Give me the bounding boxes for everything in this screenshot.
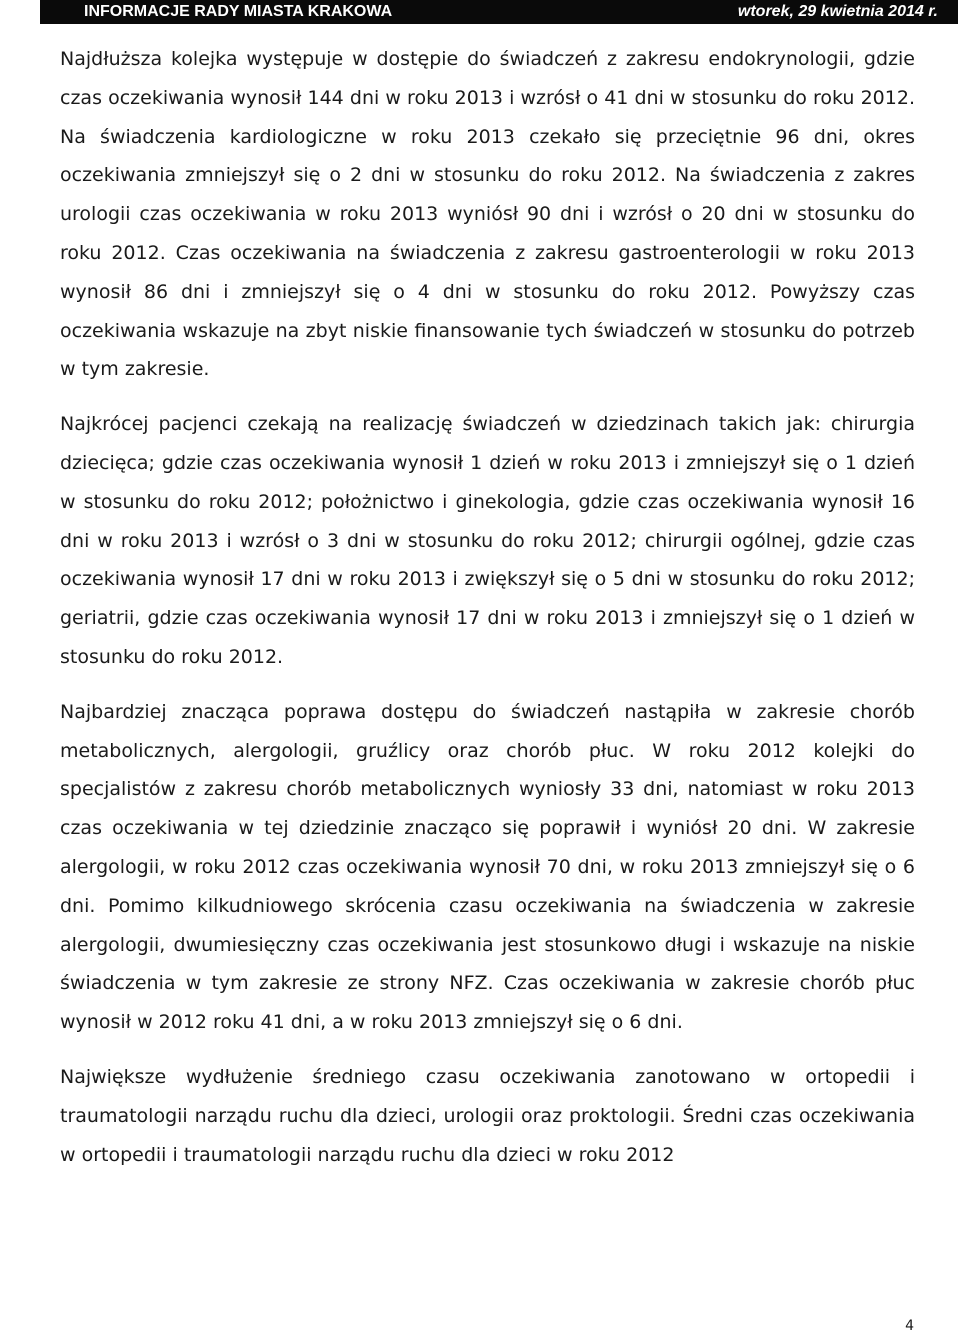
page-header bbox=[40, 0, 958, 24]
paragraph: Najkrócej pacjenci czekają na realizację świadczeń w dziedzinach takich jak: chirurgia dziecięca; gdzie czas oczekiwania wynosił 1 dzień w roku 2013 i zmniejszył się o 1 dzień w stosunku do roku 2012; położnictwo i ginekologia, gdzie czas oczekiwania wynosił 16 dni w roku 2013 i wzrósł o 3 dni w stosunku do roku 2012; chirurgii ogólnej, gdzie czas oczekiwania wynosił 17 dni w roku 2013 i zwiększył się o 5 dni w stosunku do roku 2012; geriatrii, gdzie czas oczekiwania wynosił 17 dni w roku 2013 i zmniejszył się o 1 dzień w stosunku do roku 2012. bbox=[60, 413, 915, 668]
header-date: wtorek, 29 kwietnia 2014 r. bbox=[737, 3, 938, 20]
paragraph: Najdłuższa kolejka występuje w dostępie do świadczeń z zakresu endokrynologii, gdzie czas oczekiwania wynosił 144 dni w roku 2013 i wzrósł o 41 dni w stosunku do roku 2012. Na świadczenia kardiologiczne w roku 2013 czekało się przeciętnie 96 dni, okres oczekiwania zmniejszył się o 2 dni w stosunku do roku 2012. Na świadczenia z zakres urologii czas oczekiwania w roku 2013 wyniósł 90 dni i wzrósł o 20 dni w stosunku do roku 2012. Czas oczekiwania na świadczenia z zakresu gastroenterologii w roku 2013 wynosił 86 dni i zmniejszył się o 4 dni w stosunku do roku 2012. Powyższy czas oczekiwania wskazuje na zbyt niskie finansowanie tych świadczeń w stosunku do potrzeb w tym zakresie. bbox=[60, 48, 915, 381]
page-number: 4 bbox=[905, 1318, 914, 1334]
paragraph: Największe wydłużenie średniego czasu oczekiwania zanotowano w ortopedii i traumatologii narządu ruchu dla dzieci, urologii oraz proktologii. Średni czas oczekiwania w ortopedii i traumatologii narządu ruchu dla dzieci w roku 2012 bbox=[60, 1065, 915, 1166]
document-body bbox=[60, 40, 915, 1190]
paragraph: Najbardziej znacząca poprawa dostępu do świadczeń nastąpiła w zakresie chorób metabolicznych, alergologii, gruźlicy oraz chorób płuc. W roku 2012 kolejki do specjalistów z zakresu chorób metabolicznych wyniosły 33 dni, natomiast w roku 2013 czas oczekiwania w tej dziedzinie znacząco się poprawił i wyniósł 20 dni. W zakresie alergologii, w roku 2012 czas oczekiwania wynosił 70 dni, w roku 2013 zmniejszył się o 6 dni. Pomimo kilkudniowego skrócenia czasu oczekiwania na świadczenia w zakresie alergologii, dwumiesięczny czas oczekiwania jest stosunkowo długi i wskazuje na niskie świadczenia w tym zakresie ze strony NFZ. Czas oczekiwania w zakresie chorób płuc wynosił w 2012 roku 41 dni, a w roku 2013 zmniejszył się o 6 dni. bbox=[60, 700, 915, 1034]
header-title: INFORMACJE RADY MIASTA KRAKOWA bbox=[84, 3, 393, 20]
